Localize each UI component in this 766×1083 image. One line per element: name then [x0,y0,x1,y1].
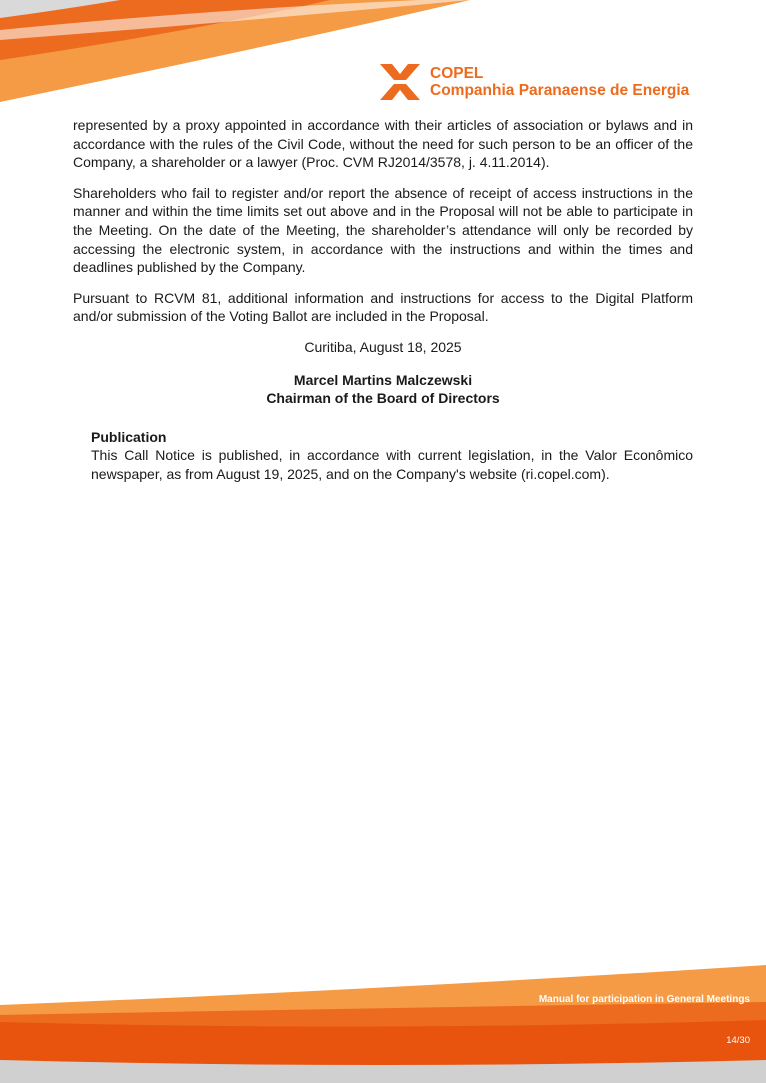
copel-logo [378,60,689,104]
document-body [73,116,693,484]
publication-title: Publication [91,428,167,445]
publication-section [91,428,693,484]
logo-company-short: COPEL [430,65,484,82]
footer-swoosh-decoration [0,960,766,1083]
publication-text: This Call Notice is published, in accordance with current legislation, in the Valor Econômico newspaper, as from August 19, 2025, and on the Company's website (ri.copel.com). [91,447,693,482]
logo-company-full: Companhia Paranaense de Energia [430,82,690,99]
footer-manual-label: Manual for participation in General Meetings [538,994,750,1005]
page-number: 14/30 [726,1035,750,1046]
paragraph-proxy: represented by a proxy appointed in accordance with their articles of association or bylaws and in accordance with the rules of the Civil Code, without the need for such person to be an officer of the Company, a shareholder or a lawyer (Proc. CVM RJ2014/3578, j. 4.11.2014). [73,117,693,171]
paragraph-registration: Shareholders who fail to register and/or report the absence of receipt of access instructions in the manner and within the time limits set out above and in the Proposal will not be able to participate in the Meeting. On the date of the Meeting, the shareholder’s attendance will only be recorded by accessing the electronic system, in accordance with the instructions and within the times and deadlines published by the Company. [73,184,693,276]
copel-logo-icon [378,62,422,102]
paragraph-rcvm: Pursuant to RCVM 81, additional information and instructions for access to the Digital Platform and/or submission of the Voting Ballot are included in the Proposal. [73,289,693,325]
signatory-name: Marcel Martins Malczewski [293,371,473,388]
date-line: Curitiba, August 18, 2025 [304,338,462,355]
signatory-title: Chairman of the Board of Directors [266,390,500,407]
